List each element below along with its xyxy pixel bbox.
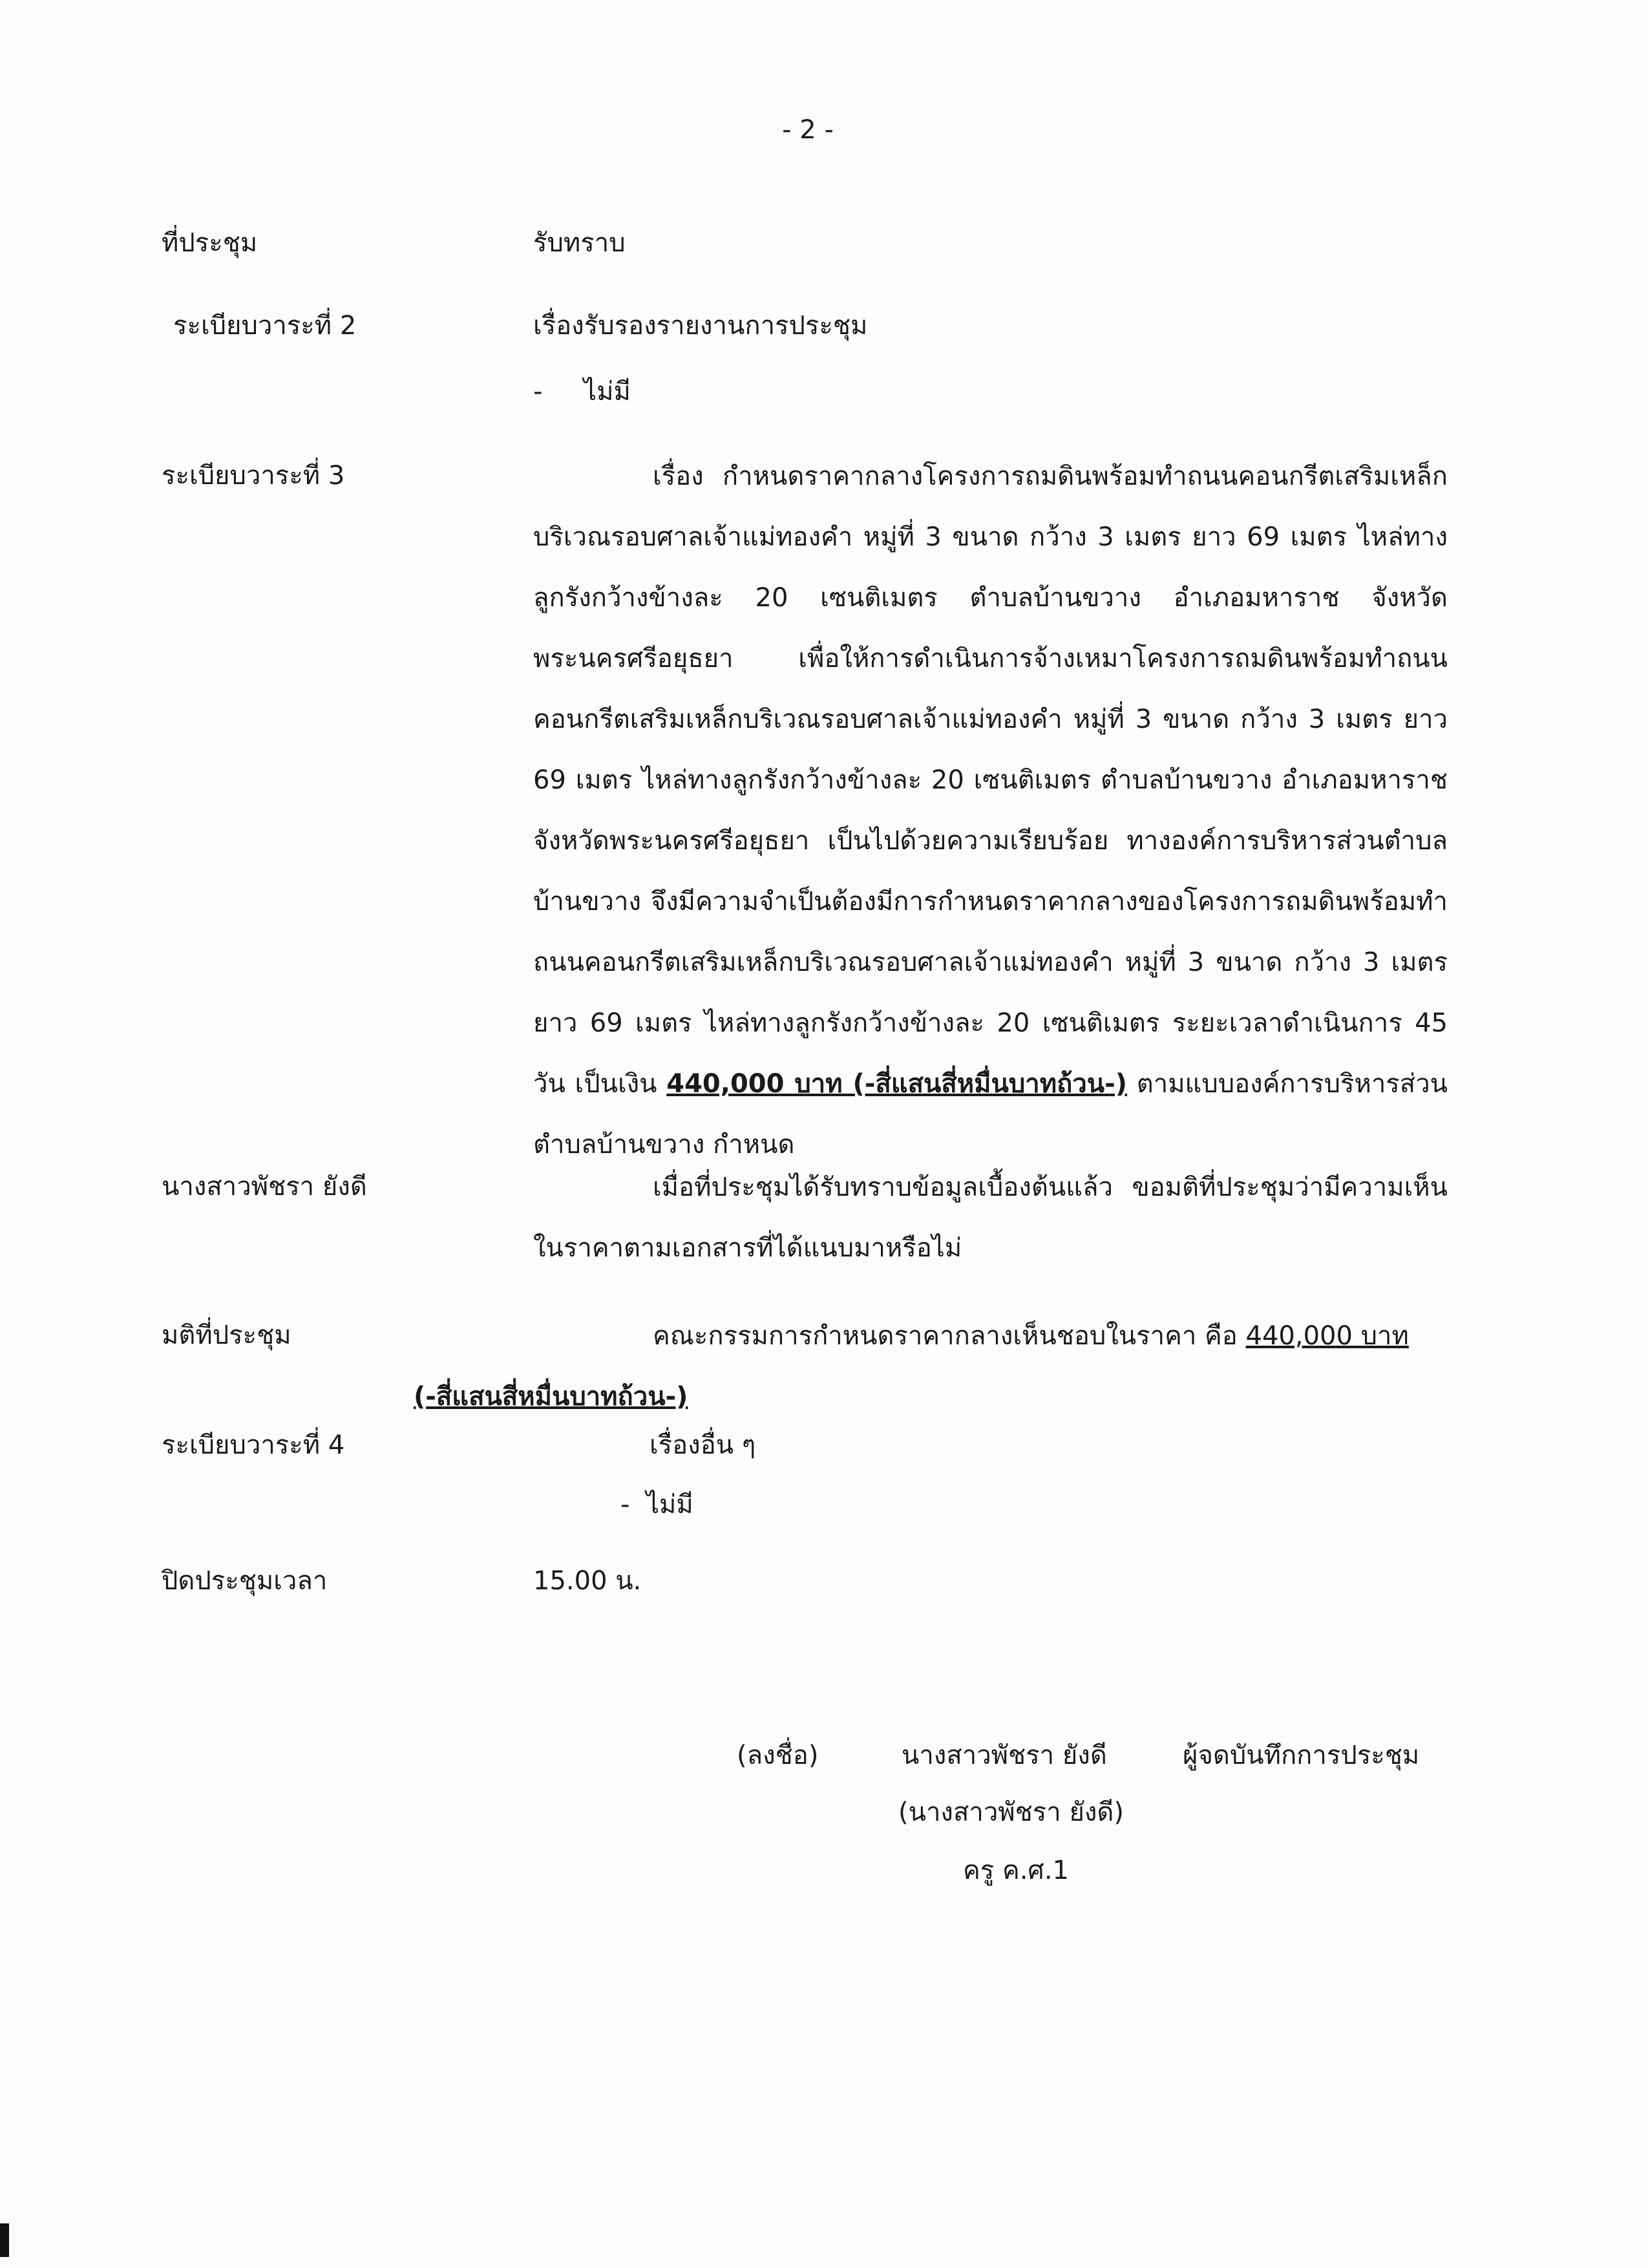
- agenda-3-body: [533, 446, 1448, 1175]
- agenda-3-tail: ตามแบบองค์การบริหารส่วนตำบลบ้านขวาง กำหนด: [533, 1069, 1448, 1160]
- resolution-label: มติที่ประชุม: [162, 1320, 291, 1350]
- signature-role: ผู้จดบันทึกการประชุม: [1183, 1741, 1420, 1770]
- agenda-4-title: เรื่องอื่น ๆ: [650, 1430, 756, 1460]
- closing-label: ปิดประชุมเวลา: [162, 1566, 328, 1596]
- scan-edge-mark: [0, 2223, 9, 2257]
- agenda-3-text: เรื่อง กำหนดราคากลางโครงการถมดินพร้อมทำถนนคอนกรีตเสริมเหล็กบริเวณรอบศาลเจ้าแม่ทองคำ หมู่ที่ 3 ขนาด กว้าง 3 เมตร ยาว 69 เมตร ไหล่ทางลูกรังกว้างข้างละ 20 เซนติเมตร ตำบลบ้านขวาง อำเภอมหาราช จังหวัดพระนครศรีอยุธยา เพื่อให้การดำเนินการจ้างเหมาโครงการถมดินพร้อมทำถนนคอนกรีตเสริมเหล็กบริเวณรอบศาลเจ้าแม่ทองคำ หมู่ที่ 3 ขนาด กว้าง 3 เมตร ยาว 69 เมตร ไหล่ทางลูกรังกว้างข้างละ 20 เซนติเมตร ตำบลบ้านขวาง อำเภอมหาราช จังหวัดพระนครศรีอยุธยา เป็นไปด้วยความเรียบร้อย ทางองค์การบริหารส่วนตำบลบ้านขวาง จึงมีความจำเป็นต้องมีการกำหนดราคากลางของโครงการถมดินพร้อมทำถนนคอนกรีตเสริมเหล็กบริเวณรอบศาลเจ้าแม่ทองคำ หมู่ที่ 3 ขนาด กว้าง 3 เมตร ยาว 69 เมตร ไหล่ทางลูกรังกว้างข้างละ 20 เซนติเมตร ระยะเวลาดำเนินการ 45 วัน เป็นเงิน: [533, 461, 1448, 1099]
- agenda-3-label: ระเบียบวาระที่ 3: [162, 461, 345, 491]
- resolution-amount: 440,000 บาท: [1245, 1321, 1409, 1351]
- resolution-body: [414, 1306, 1448, 1427]
- speaker-body: เมื่อที่ประชุมได้รับทราบข้อมูลเบื้องต้นแล้ว ขอมติที่ประชุมว่ามีความเห็นในราคาตามเอกสารที่ได้แนบมาหรือไม่: [533, 1172, 1448, 1263]
- resolution-amount-words: (-สี่แสนสี่หมื่นบาทถ้วน-): [414, 1382, 688, 1412]
- agenda-4-label: ระเบียบวาระที่ 4: [162, 1430, 345, 1460]
- signature-prefix: (ลงชื่อ): [737, 1741, 819, 1770]
- speaker-label: นางสาวพัชรา ยังดี: [162, 1172, 367, 1202]
- closing-time: 15.00 น.: [533, 1566, 642, 1596]
- signature-name-paren: (นางสาวพัชรา ยังดี): [898, 1797, 1125, 1827]
- signature-position: ครู ค.ศ.1: [963, 1856, 1069, 1885]
- meeting-text: รับทราบ: [533, 228, 626, 258]
- agenda-2-title: เรื่องรับรองรายงานการประชุม: [533, 311, 868, 341]
- signature-name: นางสาวพัชรา ยังดี: [902, 1741, 1107, 1770]
- resolution-text: คณะกรรมการกำหนดราคากลางเห็นชอบในราคา คือ: [653, 1321, 1246, 1351]
- page-number: - 2 -: [782, 115, 834, 145]
- agenda-2-item: - ไม่มี: [533, 377, 631, 407]
- agenda-3-amount: 440,000 บาท (-สี่แสนสี่หมื่นบาทถ้วน-): [666, 1069, 1128, 1099]
- agenda-2-label: ระเบียบวาระที่ 2: [173, 311, 357, 341]
- agenda-4-item: - ไม่มี: [620, 1490, 693, 1520]
- meeting-label: ที่ประชุม: [162, 228, 258, 258]
